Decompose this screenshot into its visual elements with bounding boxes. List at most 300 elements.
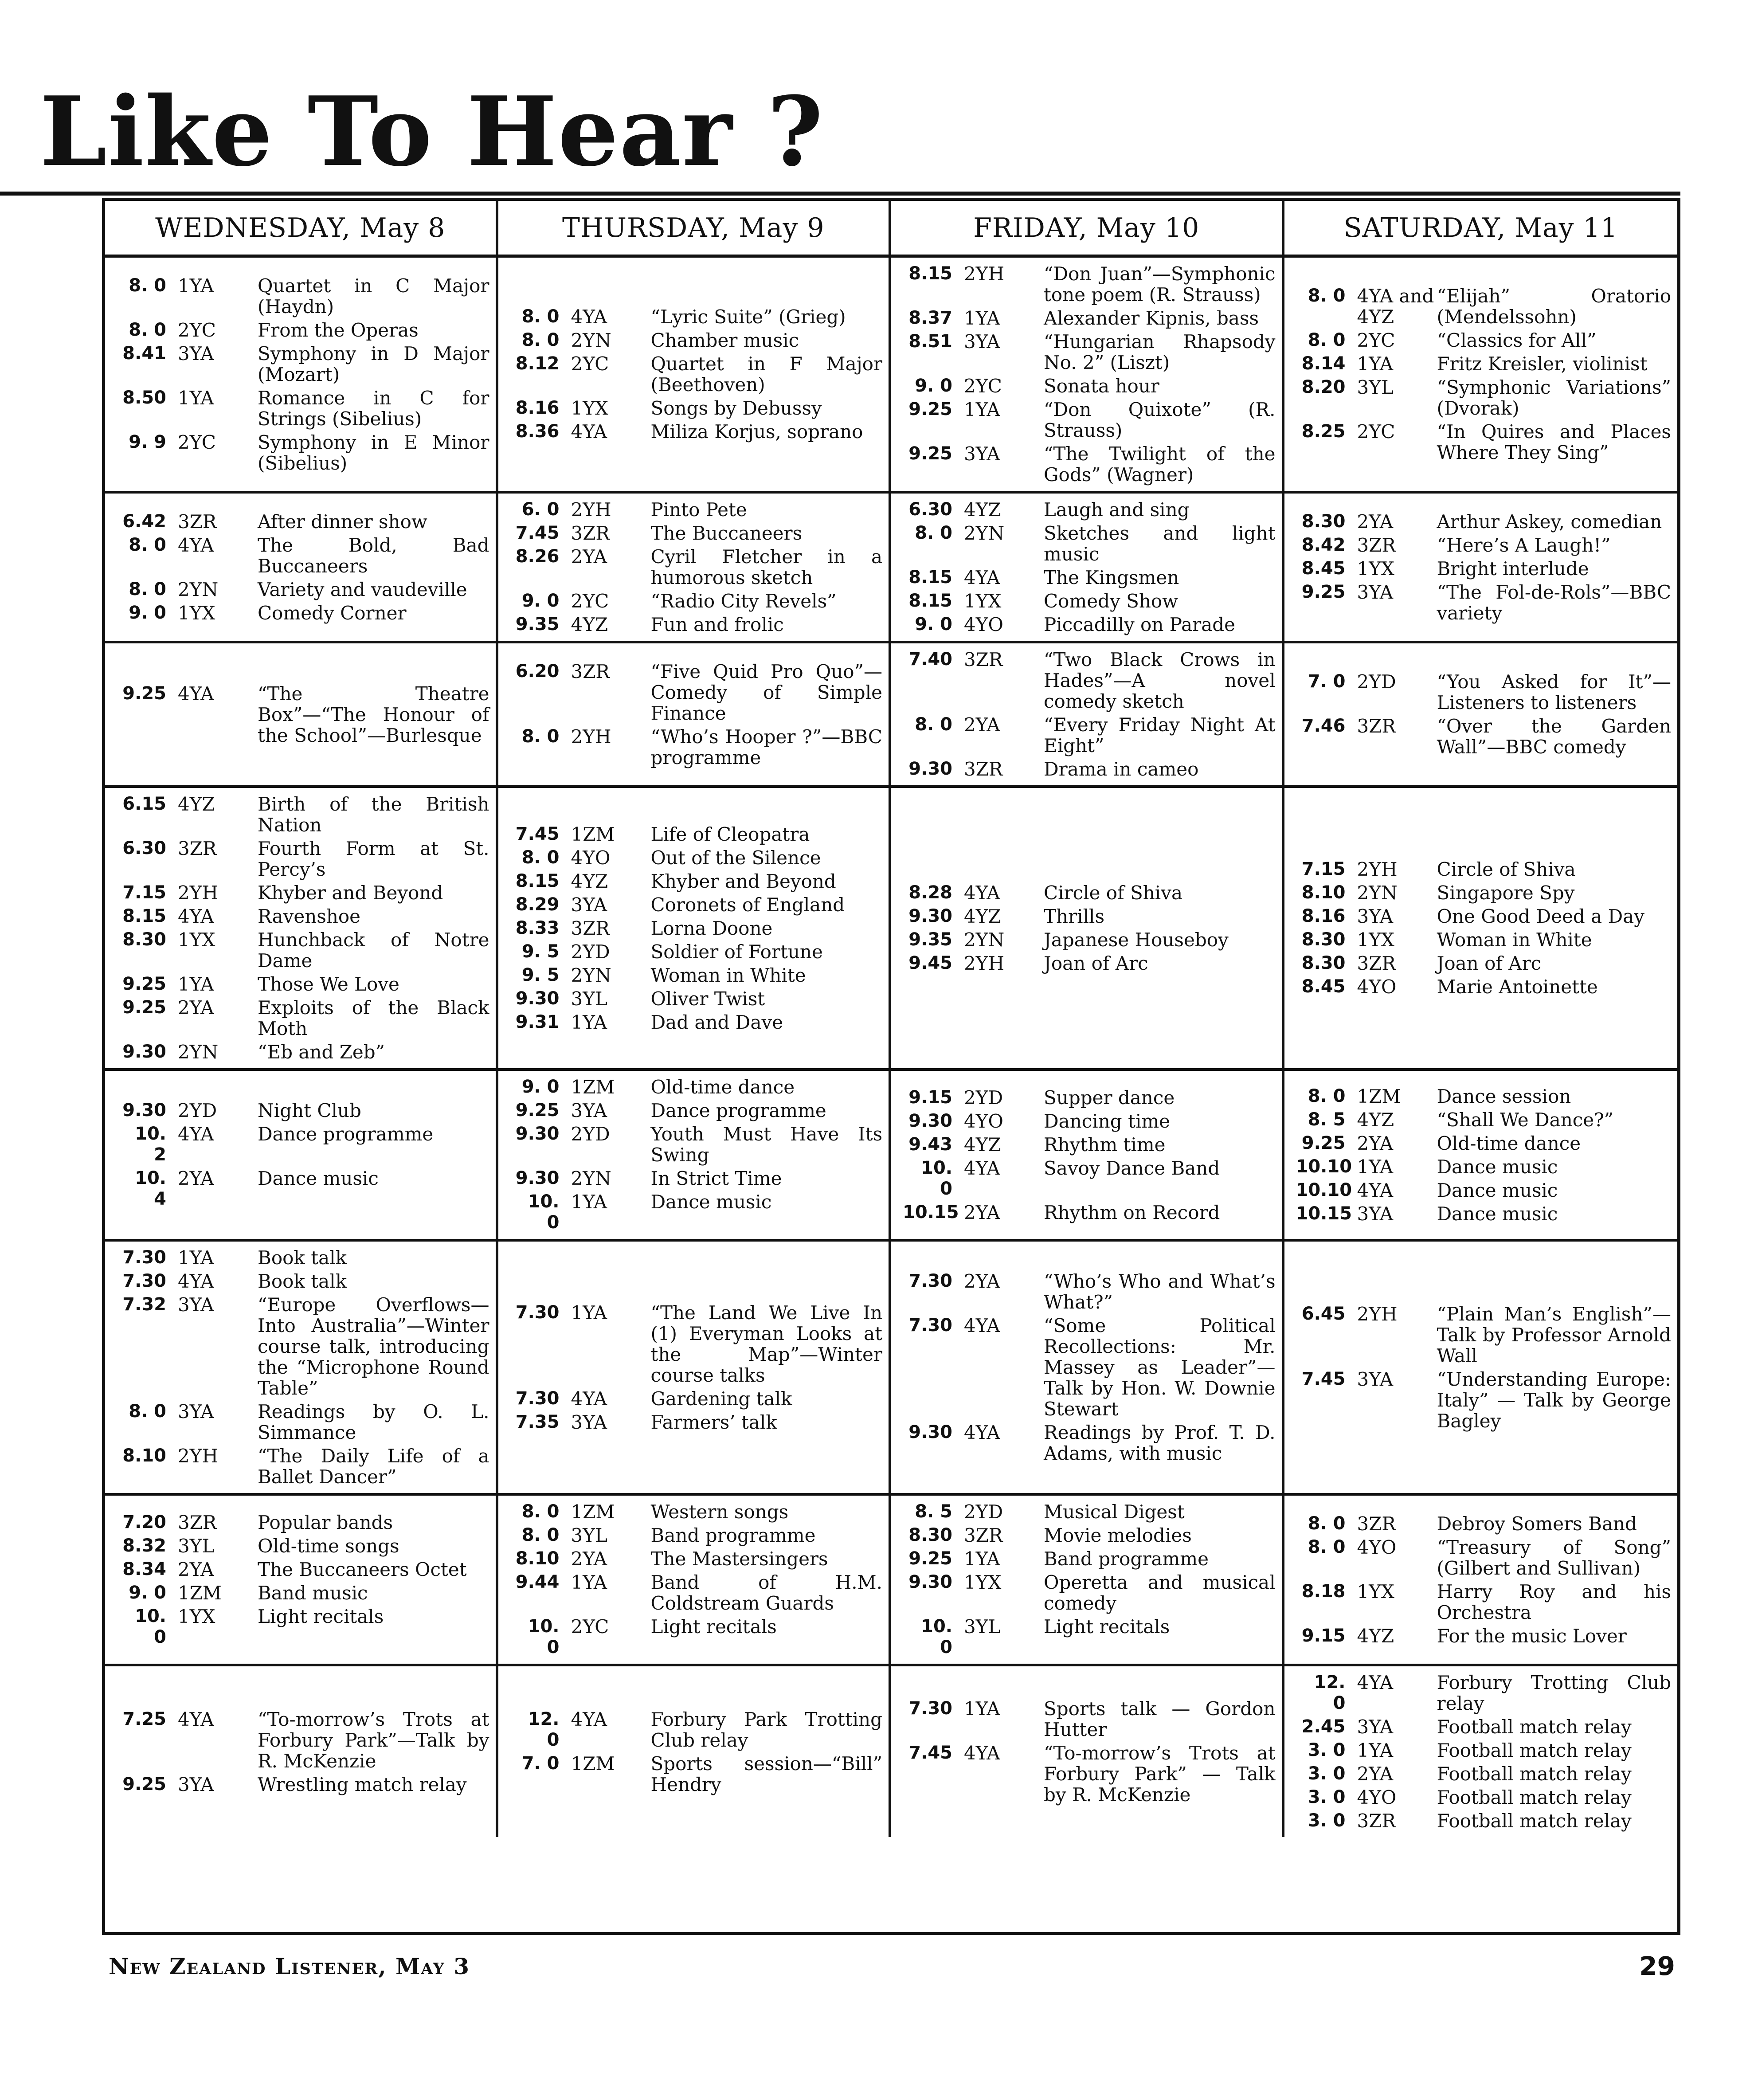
entry-time: 9.35: [908, 929, 952, 950]
entry-time: 8.33: [515, 917, 560, 938]
programme-entry: [117, 535, 489, 576]
entry-station: 4YZ: [571, 614, 608, 635]
entry-time: 8.18: [1301, 1581, 1346, 1602]
schedule-cell: [1284, 643, 1678, 788]
entry-station: 4YA: [178, 534, 214, 556]
schedule-cell: [105, 1071, 498, 1242]
entry-programme: “Who’s Hooper ?”—BBC programme: [650, 725, 882, 768]
entry-programme: Dancing time: [1044, 1110, 1170, 1132]
entry-programme: Ravenshoe: [258, 905, 361, 927]
programme-entry: [1296, 1763, 1672, 1784]
entry-station: 4YA: [178, 1270, 214, 1292]
schedule-cell: [105, 1666, 498, 1837]
entry-programme: Joan of Arc: [1044, 952, 1148, 974]
programme-entry: [1296, 535, 1672, 556]
entry-time: 9. 0: [915, 614, 952, 635]
programme-entry: [510, 1709, 883, 1751]
entry-programme: Life of Cleopatra: [650, 823, 810, 845]
entry-station: 1YA: [964, 399, 1000, 420]
entry-time: 9.25: [908, 399, 952, 419]
entry-programme: Dance music: [1437, 1179, 1558, 1201]
programme-entry: [903, 591, 1276, 611]
entry-time: 8.16: [515, 398, 560, 418]
schedule-cell: [1284, 1242, 1678, 1496]
programme-entry: [117, 997, 489, 1039]
programme-entry: [903, 263, 1276, 305]
programme-entry: [903, 1158, 1276, 1199]
entry-programme: Songs by Debussy: [650, 397, 822, 419]
entry-time: 8. 0: [129, 1401, 166, 1422]
entry-programme: Book talk: [258, 1270, 347, 1292]
programme-entry: [903, 499, 1276, 520]
entry-programme: Pinto Pete: [650, 499, 747, 521]
entry-time: 9.30: [122, 1100, 166, 1121]
entry-time: 9.30: [908, 906, 952, 926]
entry-time: 7.45: [515, 523, 560, 543]
entry-station: 3YA: [1357, 1203, 1394, 1225]
entry-programme: “Hungarian Rhapsody No. 2” (Liszt): [1044, 331, 1276, 373]
entry-station: 2YC: [178, 431, 216, 453]
entry-programme: The Kingsmen: [1044, 567, 1179, 588]
programme-entry: [510, 1124, 883, 1165]
entry-programme: Fun and frolic: [650, 614, 784, 635]
entry-time: 7.30: [515, 1302, 560, 1323]
schedule-cell: [1284, 1071, 1678, 1242]
entry-programme: Sports session—“Bill” Hendry: [650, 1752, 882, 1795]
programme-entry: [510, 421, 883, 442]
entry-station: 1YA: [1357, 1156, 1394, 1178]
programme-entry: [117, 1100, 489, 1121]
entry-programme: Joan of Arc: [1437, 952, 1542, 974]
entry-station: 2YD: [178, 1100, 217, 1121]
entry-time: 8.26: [515, 546, 560, 567]
entry-station: 3ZR: [1357, 952, 1396, 974]
schedule-cell: [1284, 258, 1678, 494]
programme-entry: [510, 1616, 883, 1658]
entry-time: 8.15: [908, 591, 952, 611]
entry-station: 1ZM: [178, 1582, 222, 1604]
entry-time: 9. 0: [521, 1077, 560, 1097]
programme-entry: [117, 388, 489, 429]
entry-time: 10. 0: [921, 1616, 952, 1657]
entry-station: 3ZR: [571, 522, 610, 544]
programme-entry: [117, 1294, 489, 1399]
entry-time: 7.45: [908, 1743, 952, 1763]
entry-station: 3ZR: [571, 660, 610, 682]
entry-programme: Readings by Prof. T. D. Adams, with music: [1044, 1422, 1276, 1464]
entry-station: 4YA: [964, 1422, 1000, 1443]
entry-programme: “Treasury of Song” (Gilbert and Sullivan): [1437, 1536, 1671, 1579]
programme-entry: [510, 591, 883, 611]
programme-entry: [117, 1559, 489, 1580]
entry-programme: “Over the Garden Wall”—BBC comedy: [1437, 715, 1671, 758]
entry-programme: “You Asked for It”—Listeners to listeners: [1437, 671, 1671, 713]
programme-entry: [1296, 882, 1672, 903]
schedule-cell: [498, 494, 892, 643]
entry-station: 3ZR: [964, 1524, 1003, 1546]
entry-station: 3YA: [178, 1773, 214, 1795]
entry-programme: Marie Antoinette: [1437, 976, 1598, 998]
entry-time: 8.12: [515, 353, 560, 374]
programme-entry: [510, 1548, 883, 1569]
entry-time: 9.30: [122, 1042, 166, 1062]
entry-programme: Debroy Somers Band: [1437, 1512, 1637, 1535]
entry-programme: Dance music: [650, 1191, 772, 1213]
entry-time: 7.30: [515, 1388, 560, 1409]
entry-time: 8.30: [1301, 511, 1346, 532]
entry-station: 2YD: [571, 940, 610, 963]
entry-station: 2YA: [178, 1558, 214, 1580]
entry-station: 2YD: [1357, 671, 1396, 693]
entry-time: 8. 0: [129, 275, 166, 296]
entry-time: 8.34: [122, 1559, 166, 1579]
entry-time: 8. 0: [1308, 1536, 1346, 1557]
entry-programme: Popular bands: [258, 1511, 393, 1533]
entry-programme: Readings by O. L. Simmance: [258, 1401, 489, 1443]
entry-programme: Football match relay: [1437, 1763, 1632, 1785]
entry-time: 8.10: [515, 1548, 560, 1569]
schedule-cell: [1284, 494, 1678, 643]
entry-station: 3YL: [571, 1524, 607, 1546]
entry-station: 1YX: [178, 1605, 215, 1627]
entry-station: 2YH: [178, 1445, 219, 1467]
entry-programme: Forbury Trotting Club relay: [1437, 1672, 1671, 1714]
entry-time: 8. 0: [129, 319, 166, 340]
entry-station: 4YA: [964, 567, 1000, 588]
entry-programme: Quartet in C Major (Haydn): [258, 274, 489, 317]
entry-time: 9.30: [908, 1572, 952, 1592]
entry-time: 9.30: [515, 988, 560, 1009]
entry-programme: Forbury Park Trotting Club relay: [650, 1708, 882, 1751]
entry-time: 6. 0: [521, 499, 560, 520]
entry-programme: Quartet in F Major (Beethoven): [650, 353, 882, 396]
programme-entry: [510, 1012, 883, 1033]
page-title: Like To Hear ?: [40, 75, 824, 188]
entry-programme: Coronets of England: [650, 893, 845, 916]
entry-station: 3YA: [1357, 1368, 1394, 1390]
entry-station: 3ZR: [178, 838, 217, 859]
programme-entry: [1296, 511, 1672, 532]
entry-station: 3YA: [964, 331, 1000, 353]
entry-time: 8. 0: [915, 523, 952, 543]
entry-time: 8. 5: [915, 1501, 952, 1522]
entry-station: 3YL: [1357, 376, 1394, 398]
entry-station: 2YN: [571, 1168, 611, 1189]
entry-station: 4YO: [1357, 1787, 1397, 1808]
entry-programme: Old-time dance: [650, 1076, 795, 1098]
programme-entry: [903, 567, 1276, 588]
entry-programme: Sonata hour: [1044, 375, 1159, 397]
entry-programme: Woman in White: [650, 964, 806, 986]
entry-time: 8. 0: [521, 726, 560, 747]
entry-programme: “Five Quid Pro Quo”—Comedy of Simple Finance: [650, 660, 882, 724]
entry-station: 3ZR: [178, 510, 217, 533]
entry-time: 9.25: [122, 974, 166, 994]
entry-station: 1YA: [964, 1698, 1000, 1720]
schedule-cell: [105, 1496, 498, 1666]
entry-time: 8.10: [1301, 882, 1346, 903]
entry-programme: Hunchback of Notre Dame: [258, 929, 489, 972]
entry-time: 8.10: [122, 1446, 166, 1466]
programme-entry: [1296, 1537, 1672, 1579]
entry-programme: “Here’s A Laugh!”: [1437, 534, 1611, 556]
entry-station: 3ZR: [1357, 715, 1396, 737]
programme-entry: [117, 974, 489, 995]
entry-time: 9.15: [908, 1087, 952, 1108]
programme-entry: [1296, 1626, 1672, 1646]
entry-programme: “Elijah” Oratorio (Mendelssohn): [1437, 285, 1671, 328]
entry-time: 9.30: [908, 759, 952, 779]
programme-entry: [117, 882, 489, 903]
programme-entry: [903, 1698, 1276, 1740]
entry-programme: Dance session: [1437, 1085, 1571, 1107]
programme-entry: [1296, 353, 1672, 374]
programme-entry: [117, 1168, 489, 1210]
entry-time: 8. 0: [521, 847, 560, 868]
entry-programme: One Good Deed a Day: [1437, 905, 1645, 927]
entry-station: 4YO: [1357, 976, 1397, 998]
programme-entry: [1296, 906, 1672, 927]
entry-station: 3YA: [1357, 581, 1394, 603]
entry-programme: Singapore Spy: [1437, 882, 1575, 904]
programme-entry: [117, 1446, 489, 1487]
programme-entry: [903, 443, 1276, 485]
entry-time: 8.42: [1301, 534, 1346, 555]
entry-station: 1YA: [178, 387, 214, 409]
entry-time: 8.16: [1301, 906, 1346, 926]
entry-time: 10.10: [1296, 1179, 1352, 1200]
programme-entry: [117, 906, 489, 927]
entry-time: 9.25: [908, 1548, 952, 1569]
entry-programme: Light recitals: [650, 1616, 777, 1638]
entry-time: 9. 0: [129, 1582, 166, 1603]
entry-time: 7.45: [1301, 1368, 1346, 1389]
entry-programme: In Strict Time: [650, 1168, 782, 1189]
entry-station: 2YA: [1357, 1132, 1394, 1154]
entry-programme: Band of H.M. Coldstream Guards: [650, 1571, 882, 1614]
entry-programme: Dance programme: [258, 1123, 434, 1145]
programme-entry: [117, 1042, 489, 1062]
entry-programme: Comedy Show: [1044, 590, 1178, 612]
entry-time: 8.37: [908, 308, 952, 328]
entry-programme: Savoy Dance Band: [1044, 1157, 1220, 1179]
programme-entry: [510, 523, 883, 544]
entry-station: 1ZM: [1357, 1085, 1401, 1107]
entry-time: 8.30: [1301, 953, 1346, 973]
entry-programme: Dance music: [1437, 1203, 1558, 1225]
entry-programme: Chamber music: [650, 329, 799, 351]
entry-programme: “Plain Man’s English”—Talk by Professor Arnold Wall: [1437, 1303, 1671, 1367]
schedule-cell: [891, 1666, 1284, 1837]
entry-programme: Wrestling match relay: [258, 1773, 467, 1795]
entry-programme: Western songs: [650, 1501, 789, 1523]
entry-time: 8. 0: [129, 534, 166, 555]
entry-station: 4YA: [178, 905, 214, 927]
entry-station: 1YA: [178, 1247, 214, 1269]
programme-entry: [903, 308, 1276, 329]
entry-time: 8. 0: [521, 330, 560, 350]
schedule-cell: [1284, 1666, 1678, 1837]
programme-entry: [1296, 1304, 1672, 1366]
schedule-cell: [891, 1496, 1284, 1666]
entry-station: 3YA: [571, 1100, 607, 1121]
programme-entry: [510, 661, 883, 724]
entry-time: 8.30: [908, 1525, 952, 1545]
entry-programme: Dance programme: [650, 1100, 826, 1121]
entry-time: 8.15: [515, 870, 560, 891]
entry-time: 7.30: [122, 1247, 166, 1268]
entry-programme: Night Club: [258, 1100, 361, 1121]
entry-station: 2YH: [1357, 858, 1398, 880]
programme-entry: [117, 1247, 489, 1268]
entry-time: 9.44: [515, 1572, 560, 1592]
programme-entry: [1296, 976, 1672, 997]
programme-entry: [903, 331, 1276, 373]
entry-programme: Rhythm time: [1044, 1133, 1166, 1156]
programme-entry: [510, 965, 883, 986]
entry-programme: “The Land We Live In (1) Everyman Looks at the Map”—Winter course talks: [650, 1301, 882, 1386]
entry-programme: Light recitals: [1044, 1616, 1170, 1638]
entry-station: 2YC: [964, 375, 1002, 397]
entry-programme: “The Twilight of the Gods” (Wagner): [1044, 443, 1276, 486]
entry-programme: Circle of Shiva: [1044, 882, 1183, 904]
entry-time: 9.30: [515, 1168, 560, 1188]
entry-programme: Band music: [258, 1582, 368, 1604]
entry-station: 2YD: [571, 1123, 610, 1145]
programme-entry: [117, 1124, 489, 1165]
entry-station: 2YA: [571, 1548, 607, 1570]
entry-time: 10. 4: [135, 1168, 166, 1209]
entry-station: 1YA: [964, 1548, 1000, 1570]
programme-entry: [903, 1134, 1276, 1155]
programme-entry: [1296, 1156, 1672, 1177]
entry-programme: Old-time songs: [258, 1535, 399, 1557]
entry-station: 3YL: [571, 987, 607, 1010]
entry-station: 2YC: [1357, 329, 1395, 351]
schedule-cell: [498, 1496, 892, 1666]
entry-station: 4YZ: [964, 905, 1001, 927]
schedule-cell: [105, 788, 498, 1071]
entry-station: 2YC: [178, 319, 216, 341]
programme-entry: [1296, 1133, 1672, 1154]
entry-station: 4YZ: [1357, 1109, 1394, 1131]
entry-programme: Dance music: [258, 1168, 379, 1189]
entry-time: 10. 2: [135, 1124, 166, 1165]
programme-entry: [1296, 1369, 1672, 1431]
entry-station: 1YA: [1357, 1740, 1394, 1761]
programme-entry: [117, 838, 489, 880]
programme-entry: [903, 1572, 1276, 1614]
entry-programme: “Lyric Suite” (Grieg): [650, 306, 846, 328]
entry-station: 4YA: [178, 1708, 214, 1730]
entry-programme: Sports talk — Gordon Hutter: [1044, 1698, 1276, 1740]
programme-entry: [510, 330, 883, 351]
entry-station: 1YA: [1357, 353, 1394, 375]
entry-station: 2YC: [1357, 421, 1395, 443]
entry-station: 2YN: [1357, 882, 1398, 904]
entry-station: 1YA: [571, 1011, 607, 1033]
programme-entry: [510, 847, 883, 868]
entry-time: 6.45: [1301, 1303, 1346, 1324]
entry-station: 1ZM: [571, 1752, 615, 1775]
schedule-cell: [105, 258, 498, 494]
entry-programme: Symphony in E Minor (Sibelius): [258, 431, 489, 474]
entry-station: 3YA: [1357, 1716, 1394, 1738]
entry-station: 4YZ: [964, 1133, 1001, 1156]
programme-entry: [510, 1168, 883, 1189]
schedule-cell: [498, 1666, 892, 1837]
entry-time: 12. 0: [528, 1708, 560, 1750]
programme-entry: [1296, 1086, 1672, 1107]
entry-programme: For the music Lover: [1437, 1625, 1627, 1647]
entry-station: 3YA: [1357, 905, 1394, 927]
programme-entry: [1296, 582, 1672, 623]
entry-programme: Musical Digest: [1044, 1501, 1185, 1523]
entry-programme: Arthur Askey, comedian: [1437, 510, 1662, 533]
entry-time: 9. 5: [521, 941, 560, 962]
entry-station: 2YH: [571, 725, 611, 748]
entry-programme: “Radio City Revels”: [650, 590, 837, 612]
entry-programme: “Some Political Recollections: Mr. Massey as Leader”—Talk by Hon. W. Downie Stewart: [1044, 1315, 1276, 1420]
entry-time: 9.25: [1301, 581, 1346, 602]
entry-programme: After dinner show: [258, 510, 427, 533]
schedule-cell: [1284, 1496, 1678, 1666]
entry-programme: “To-morrow’s Trots at Forbury Park” — Talk by R. McKenzie: [1044, 1742, 1276, 1806]
top-rule: [0, 192, 1680, 196]
entry-programme: Youth Must Have Its Swing: [650, 1123, 882, 1166]
entry-programme: The Buccaneers Octet: [258, 1558, 467, 1580]
entry-station: 3ZR: [964, 649, 1003, 670]
entry-time: 6.30: [908, 499, 952, 520]
programme-entry: [117, 929, 489, 971]
programme-entry: [1296, 1203, 1672, 1224]
entry-station: 4YO: [571, 846, 611, 869]
entry-programme: “Eb and Zeb”: [258, 1041, 385, 1063]
entry-time: 8.15: [908, 567, 952, 588]
entry-station: 1YX: [1357, 557, 1394, 580]
programme-entry: [903, 906, 1276, 927]
entry-station: 3ZR: [178, 1511, 217, 1533]
programme-entry: [903, 1501, 1276, 1522]
programme-entry: [1296, 859, 1672, 880]
entry-time: 9.25: [122, 997, 166, 1018]
entry-programme: Dance music: [1437, 1156, 1558, 1178]
programme-entry: [903, 1315, 1276, 1419]
entry-time: 8.36: [515, 421, 560, 442]
entry-station: 4YA: [1357, 1672, 1394, 1693]
entry-station: 2YH: [964, 263, 1005, 285]
entry-station: 1YX: [178, 602, 215, 624]
entry-programme: “In Quires and Places Where They Sing”: [1437, 421, 1671, 463]
entry-time: 8.45: [1301, 976, 1346, 997]
entry-programme: Supper dance: [1044, 1086, 1175, 1109]
programme-entry: [510, 726, 883, 768]
schedule-cell: [498, 258, 892, 494]
entry-time: 9. 0: [129, 602, 166, 623]
programme-entry: [510, 1572, 883, 1614]
programme-entry: [903, 1087, 1276, 1108]
entry-time: 9.31: [515, 1011, 560, 1032]
entry-time: 7. 0: [1308, 671, 1346, 692]
entry-time: 9. 5: [521, 964, 560, 985]
programme-entry: [117, 1774, 489, 1795]
page-number: 29: [1639, 1951, 1675, 1981]
entry-time: 7.30: [908, 1698, 952, 1719]
programme-entry: [903, 882, 1276, 903]
entry-station: 3ZR: [1357, 1512, 1396, 1535]
entry-station: 2YN: [964, 929, 1005, 951]
programme-entry: [1296, 1716, 1672, 1737]
